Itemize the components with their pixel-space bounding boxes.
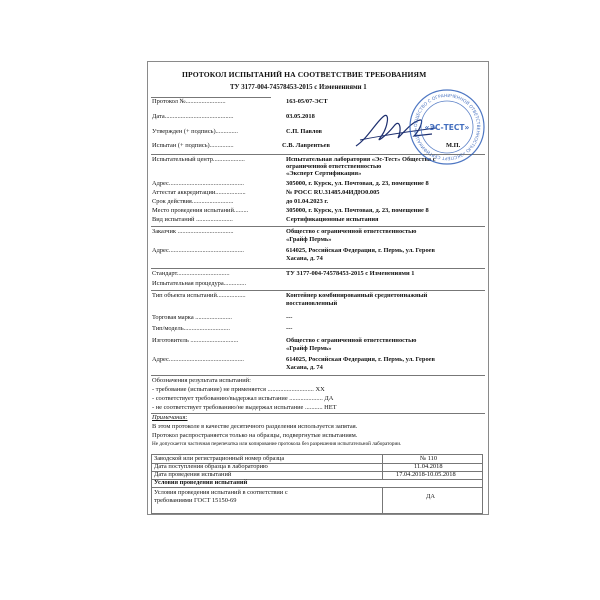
approved-value: С.П. Павлов: [286, 128, 322, 135]
date-value: 03.05.2018: [286, 113, 315, 120]
date-label: Дата...........................................: [152, 113, 234, 120]
test-center-line-1: Испытательная лаборатория «Эс-Тест» Общества с: [286, 156, 436, 163]
table-row: Заводской или регистрационный номер образца: [154, 455, 285, 462]
manufacturer-address-label: Адрес...............................................: [152, 356, 244, 363]
trademark-label: Торговая марка .......................: [152, 314, 232, 321]
test-place-value: 305000, г. Курск, ул. Почтовая, д. 23, помещение 8: [286, 207, 429, 214]
object-type-label: Тип объекта испытаний..................: [152, 292, 246, 299]
table-row: Дата поступления образца в лабораторию: [154, 463, 268, 470]
customer-value-line-1: Общество с ограниченной ответственностью: [286, 228, 417, 235]
tested-value: С.В. Лаврентьев: [282, 142, 330, 149]
test-type-value: Сертификационные испытания: [286, 216, 379, 223]
object-type-line-2: восстановленный: [286, 300, 338, 307]
center-address-value: 305000, г. Курск, ул. Почтовая, д. 23, помещение 8: [286, 180, 429, 187]
standard-label: Стандарт.................................: [152, 270, 230, 277]
document-subtitle: ТУ 3177-004-74578453-2015 с Изменениями 1: [230, 84, 367, 91]
procedure-label: Испытательная процедура..............: [152, 280, 247, 287]
sample-info-table: [151, 454, 483, 514]
validity-value: до 01.04.2023 г.: [286, 198, 329, 205]
accreditation-label: Аттестат аккредитации...................: [152, 189, 246, 196]
manufacturer-address-line-2: Хасана, д. 74: [286, 364, 323, 371]
approved-label: Утвержден (+ подпись)..............: [152, 128, 238, 135]
legend-item-fail: - не соответствует требованию/не выдержал испытание ........... НЕТ: [152, 404, 337, 411]
protocol-number-value: 163-05/07-ЭСТ: [286, 98, 328, 105]
test-place-label: Место проведения испытаний.........: [152, 207, 249, 214]
table-row: Дата проведения испытаний: [154, 471, 232, 478]
test-center-line-3: «Эксперт Сертификация»: [286, 170, 362, 177]
center-address-label: Адрес...............................................: [152, 180, 244, 187]
customer-label: Заказчик ...................................: [152, 228, 234, 235]
stamp-ring-text: ОБЩЕСТВО С ОГРАНИЧЕННОЙ ОТВЕТСТВЕННОСТЬЮ «ЭКСПЕРТ СЕРТИФИКАЦИЯ»: [413, 93, 481, 161]
note-small: Не допускается частичная перепечатка или копирование протокола без разрешения испытательной лаборатории.: [152, 441, 402, 447]
customer-address-line-2: Хасана, д. 74: [286, 255, 323, 262]
stamp-center-text: «ЭС-ТЕСТ»: [424, 123, 470, 132]
table-cell-value: 11.04.2018: [414, 463, 443, 470]
manufacturer-line-2: «Грайф Пермь»: [286, 345, 332, 352]
note-line-2: Протокол распространяется только на образцы, подвергнутые испытаниям.: [152, 432, 358, 439]
manufacturer-line-1: Общество с ограниченной ответственностью: [286, 337, 417, 344]
table-cell-value: 17.04.2018-10.05.2018: [396, 471, 456, 478]
note-line-1: В этом протоколе в качестве десятичного разделения используется запятая.: [152, 423, 358, 430]
document-title: ПРОТОКОЛ ИСПЫТАНИЙ НА СООТВЕТСТВИЕ ТРЕБОВАНИЯМ: [182, 70, 427, 79]
notes-heading: Примечания:: [152, 414, 188, 421]
customer-address-line-1: 614025, Российская Федерация, г. Пермь, ул. Героев: [286, 247, 435, 254]
customer-address-label: Адрес...............................................: [152, 247, 244, 254]
legend-item-pass: - соответствует требованию/выдержал испытание ..................... ДА: [152, 395, 334, 402]
manufacturer-label: Изготовитель ..............................: [152, 337, 239, 344]
model-value: ---: [286, 325, 293, 332]
validity-label: Срок действия..........................: [152, 198, 234, 205]
stamp-place-mark: М.П.: [446, 142, 461, 149]
table-row-heading: Условия проведения испытаний: [154, 479, 248, 486]
protocol-number-label: Протокол №.........................: [152, 98, 226, 105]
accreditation-value: № РОСС RU.31485.04ИДЮ0.005: [286, 189, 380, 196]
object-type-line-1: Контейнер комбинированный среднетоннажный: [286, 292, 428, 299]
trademark-value: ---: [286, 314, 293, 321]
stamp-seal: [408, 88, 486, 166]
table-row: Условия проведения испытаний в соответствии с: [154, 489, 288, 496]
test-center-label: Испытательный центр....................: [152, 156, 245, 163]
customer-value-line-2: «Грайф Пермь»: [286, 236, 332, 243]
manufacturer-address-line-1: 614025, Российская Федерация, г. Пермь, ул. Героев: [286, 356, 435, 363]
test-center-line-2: ограниченной ответственностью: [286, 163, 382, 170]
legend-item-na: - требование (испытание) не применяется ............................. XX: [152, 386, 325, 393]
table-row-cont: требованиями ГОСТ 15150-69: [154, 497, 237, 504]
table-cell-value: № 110: [420, 455, 438, 462]
standard-value: ТУ 3177-004-74578453-2015 с Изменениями 1: [286, 270, 415, 277]
legend-heading: Обозначения результата испытаний:: [152, 377, 251, 384]
model-label: Тип/модель.............................: [152, 325, 230, 332]
table-cell-value: ДА: [426, 493, 435, 500]
tested-label: Испытан (+ подпись)...............: [152, 142, 234, 149]
test-type-label: Вид испытаний .......................: [152, 216, 233, 223]
